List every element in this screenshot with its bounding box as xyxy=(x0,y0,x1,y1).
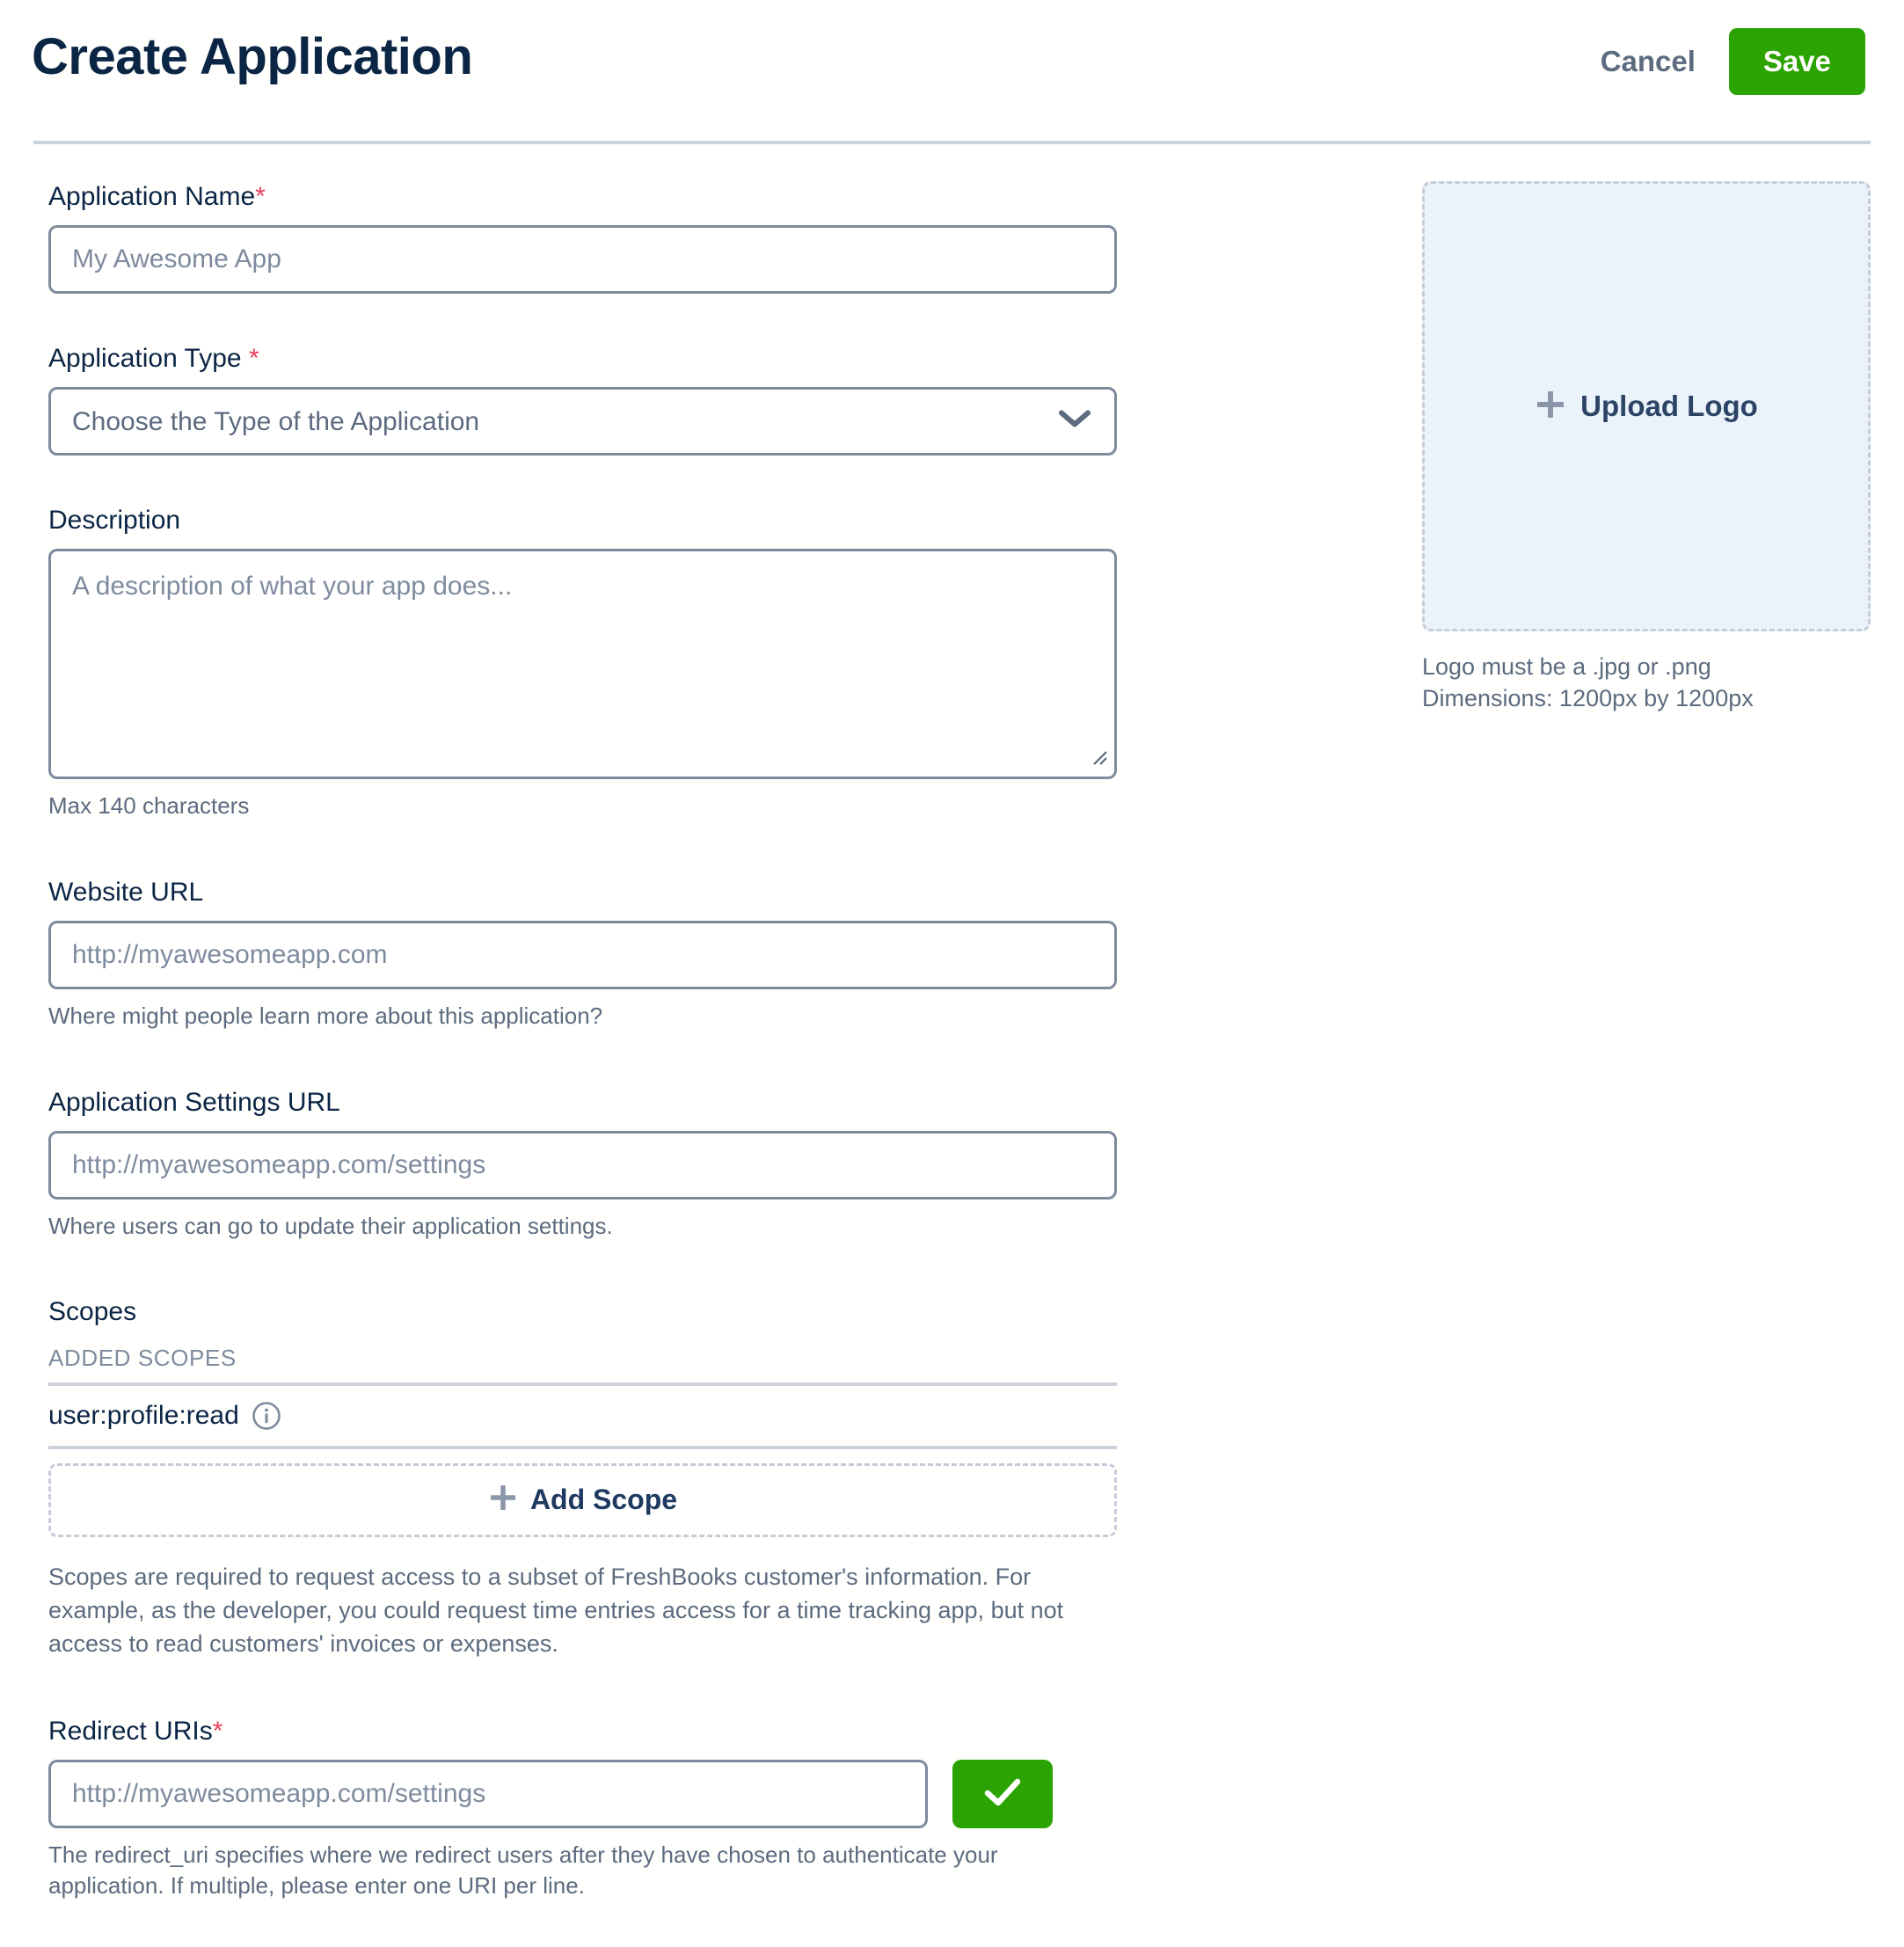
required-asterisk: * xyxy=(212,1716,223,1746)
info-icon[interactable] xyxy=(252,1401,281,1431)
add-scope-label: Add Scope xyxy=(529,1484,678,1516)
application-type-label xyxy=(48,343,1117,375)
confirm-redirect-uri-button[interactable] xyxy=(952,1760,1053,1828)
description-textarea[interactable] xyxy=(48,549,1117,779)
spacer xyxy=(48,822,1117,877)
scopes-divider-bottom xyxy=(48,1446,1117,1449)
redirect-uris-label-text: Redirect URIs xyxy=(48,1716,213,1746)
redirect-uri-input[interactable] xyxy=(48,1760,928,1828)
application-name-label-text: Application Name xyxy=(48,182,256,211)
application-type-select-wrap xyxy=(48,387,1117,456)
spacer xyxy=(48,294,1117,343)
application-type-label-text: Application Type xyxy=(48,344,249,373)
page-title: Create Application xyxy=(32,28,473,85)
scope-list-item xyxy=(48,1386,1117,1446)
logo-format-note: Logo must be a .jpg or .png xyxy=(1422,653,1711,680)
description-textarea-wrap xyxy=(48,549,1117,779)
required-asterisk: * xyxy=(248,344,259,373)
settings-url-input[interactable] xyxy=(48,1131,1117,1200)
spacer xyxy=(48,456,1117,505)
field-redirect-uris xyxy=(48,1716,1117,1903)
redirect-uri-row xyxy=(48,1760,1117,1828)
logo-dimensions-note: Dimensions: 1200px by 1200px xyxy=(1422,685,1754,712)
redirect-uris-hint: The redirect_uri specifies where we redirect users after they have chosen to authenticate your application. If multiple, please enter one URI per line. xyxy=(48,1841,998,1900)
scopes-description: Scopes are required to request access to a subset of FreshBooks customer's information. For example, as the developer, you could request time entries access for a time tracking app, but not access to read customers' invoices or expenses. xyxy=(48,1563,1064,1658)
description-label: Description xyxy=(48,506,181,535)
redirect-uris-label xyxy=(48,1716,1117,1747)
settings-url-label: Application Settings URL xyxy=(48,1087,340,1117)
cancel-button[interactable]: Cancel xyxy=(1600,45,1696,77)
settings-url-hint: Where users can go to update their application settings. xyxy=(48,1212,613,1239)
page-body xyxy=(0,148,1904,1900)
checkmark-icon xyxy=(983,1776,1022,1811)
plus-icon xyxy=(1535,389,1566,425)
header-divider xyxy=(33,141,1871,144)
field-website-url xyxy=(48,877,1117,1032)
application-type-select[interactable] xyxy=(48,387,1117,456)
scopes-label: Scopes xyxy=(48,1296,137,1326)
field-description xyxy=(48,505,1117,822)
scope-name: user:profile:read xyxy=(48,1400,239,1430)
field-application-type xyxy=(48,343,1117,456)
save-button[interactable]: Save xyxy=(1729,28,1865,95)
page-header xyxy=(0,0,1904,148)
spacer xyxy=(48,1661,1117,1716)
description-hint: Max 140 characters xyxy=(48,792,250,819)
header-actions xyxy=(1601,28,1865,95)
logo-requirements xyxy=(1422,651,1871,714)
added-scopes-heading: ADDED SCOPES xyxy=(48,1344,237,1371)
website-url-input[interactable] xyxy=(48,921,1117,989)
plus-icon xyxy=(488,1483,518,1517)
spacer xyxy=(48,1032,1117,1087)
application-name-input[interactable] xyxy=(48,225,1117,294)
upload-logo-dropzone[interactable] xyxy=(1422,181,1871,631)
application-name-label xyxy=(48,181,1117,213)
logo-upload-panel xyxy=(1422,181,1871,714)
spacer xyxy=(48,1243,1117,1297)
add-scope-button[interactable] xyxy=(48,1463,1117,1537)
field-application-name xyxy=(48,181,1117,294)
field-scopes xyxy=(48,1297,1117,1661)
application-form xyxy=(48,181,1117,1902)
required-asterisk: * xyxy=(255,182,266,211)
field-settings-url xyxy=(48,1087,1117,1243)
website-url-hint: Where might people learn more about this application? xyxy=(48,1002,603,1029)
website-url-label: Website URL xyxy=(48,877,204,907)
upload-logo-label: Upload Logo xyxy=(1580,390,1758,422)
